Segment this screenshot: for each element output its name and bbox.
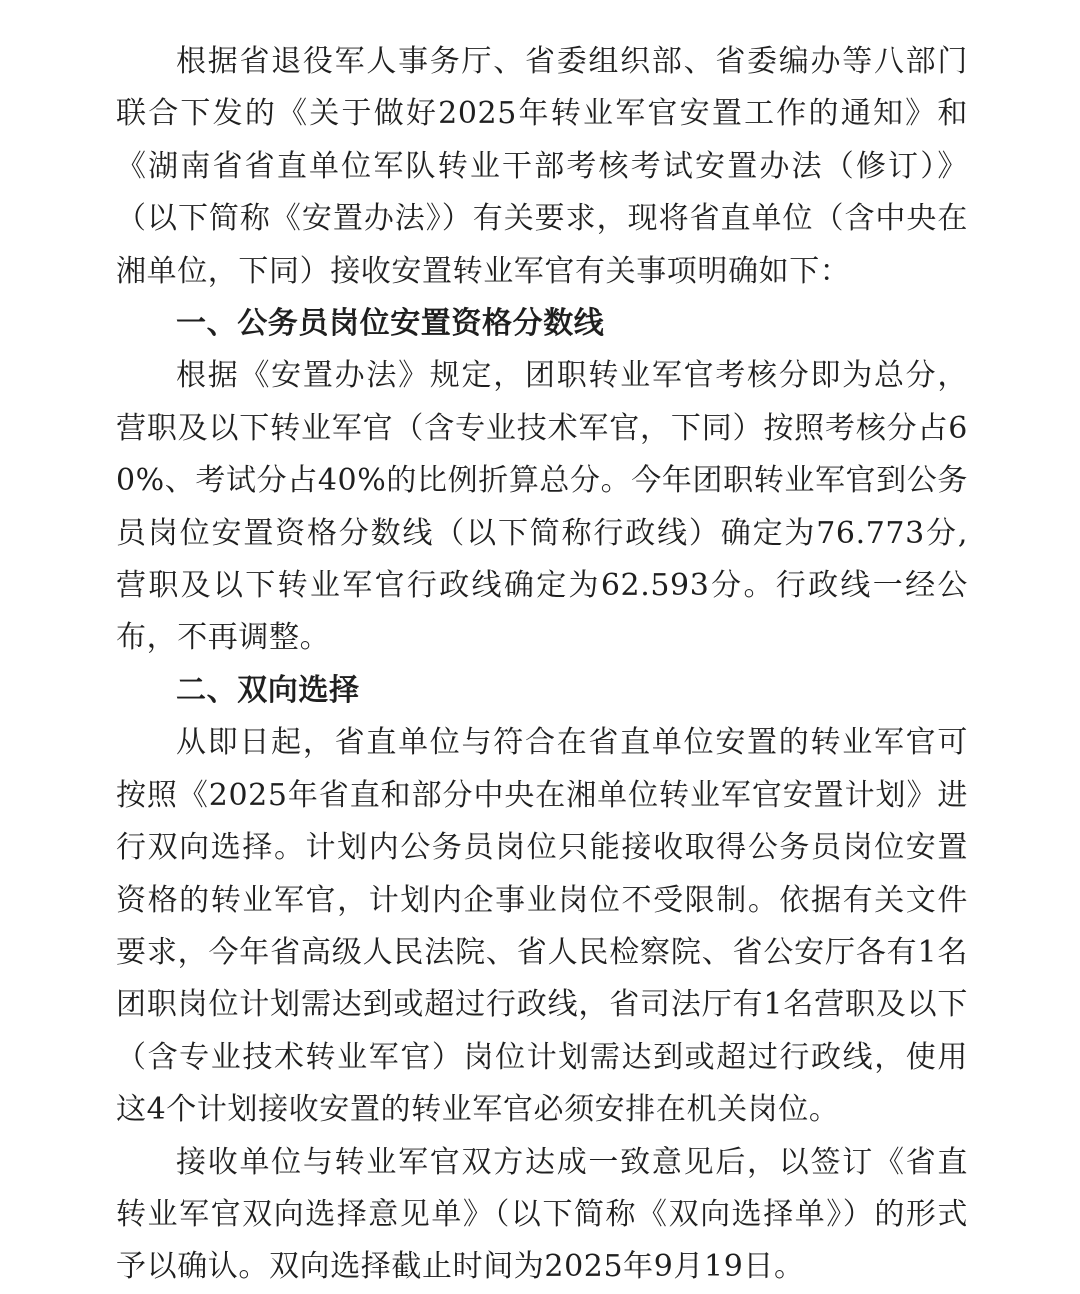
confirmation-paragraph: 接收单位与转业军官双方达成一致意见后，以签订《省直转业军官双向选择意见单》（以下简称《双向选择单》）的形式予以确认。双向选择截止时间为2025年9月19日。 <box>116 1144 968 1285</box>
intro-paragraph: 根据省退役军人事务厅、省委组织部、省委编办等八部门联合下发的《关于做好2025年转业军官安置工作的通知》和《湖南省省直单位军队转业干部考核考试安置办法（修订）》（以下简称《安置办法》）有关要求，现将省直单位（含中央在湘单位，下同）接收安置转业军官有关事项明确如下： <box>116 44 968 289</box>
document-page <box>116 36 968 1294</box>
section-heading-qualification-score: 一、公务员岗位安置资格分数线 <box>176 306 605 342</box>
section-heading-two-way-selection: 二、双向选择 <box>176 672 360 708</box>
two-way-selection-paragraph: 从即日起，省直单位与符合在省直单位安置的转业军官可按照《2025年省直和部分中央在湘单位转业军官安置计划》进行双向选择。计划内公务员岗位只能接收取得公务员岗位安置资格的转业军官，计划内企事业岗位不受限制。依据有关文件要求，今年省高级人民法院、省人民检察院、省公安厅各有1名团职岗位计划需达到或超过行政线，省司法厅有1名营职及以下（含专业技术转业军官）岗位计划需达到或超过行政线，使用这4个计划接收安置的转业军官必须安排在机关岗位。 <box>116 725 968 1128</box>
qualification-score-paragraph: 根据《安置办法》规定，团职转业军官考核分即为总分，营职及以下转业军官（含专业技术军官，下同）按照考核分占60%、考试分占40%的比例折算总分。今年团职转业军官到公务员岗位安置资格分数线（以下简称行政线）确定为76.773分,营职及以下转业军官行政线确定为62.593分。行政线一经公布，不再调整。 <box>116 358 968 656</box>
